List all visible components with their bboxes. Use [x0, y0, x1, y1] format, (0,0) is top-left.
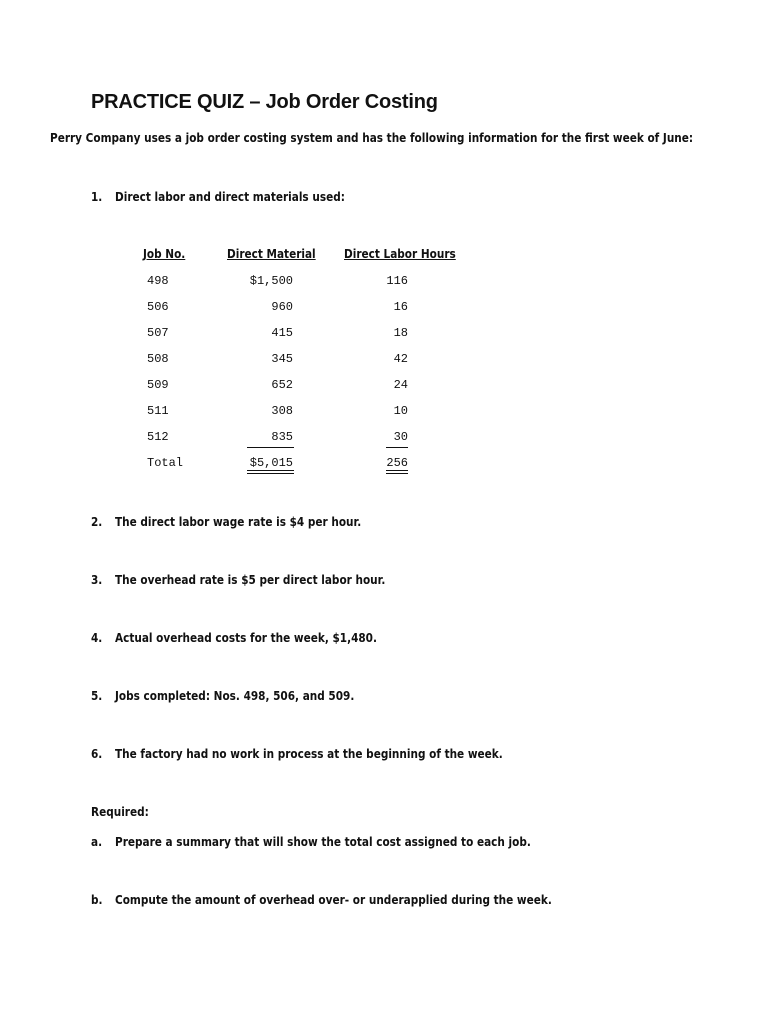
- job-no-cell: 506: [147, 300, 169, 314]
- direct-labor-hours-cell: 18: [393, 326, 408, 340]
- item-text: Compute the amount of overhead over- or underapplied during the week.: [115, 892, 552, 907]
- job-no-cell: 507: [147, 326, 169, 340]
- table-header-direct-labor-hours: Direct Labor Hours: [344, 246, 456, 261]
- direct-labor-hours-cell: 116: [386, 274, 408, 288]
- item-number: 6.: [91, 746, 103, 761]
- subtotal-rule: [247, 447, 294, 448]
- item-text: The direct labor wage rate is $4 per hour.: [115, 514, 362, 529]
- direct-material-cell: 308: [271, 404, 293, 418]
- table-header-job-no: Job No.: [143, 246, 186, 261]
- item-number: 3.: [91, 572, 103, 587]
- intro-paragraph: Perry Company uses a job order costing system and has the following information for the first week of June:: [50, 130, 694, 145]
- table-header-direct-material: Direct Material: [227, 246, 316, 261]
- item-text: The overhead rate is $5 per direct labor hour.: [115, 572, 386, 587]
- item-letter: a.: [91, 834, 103, 849]
- total-double-rule: [247, 473, 294, 474]
- direct-material-cell: $1,500: [249, 274, 293, 288]
- item-text: Direct labor and direct materials used:: [115, 189, 345, 204]
- direct-material-cell: 415: [271, 326, 293, 340]
- job-no-cell: 511: [147, 404, 169, 418]
- direct-material-cell: 960: [271, 300, 293, 314]
- direct-labor-hours-cell: 10: [393, 404, 408, 418]
- direct-material-cell: 835: [271, 430, 293, 444]
- direct-labor-hours-cell: 42: [393, 352, 408, 366]
- item-text: Jobs completed: Nos. 498, 506, and 509.: [115, 688, 355, 703]
- item-number: 2.: [91, 514, 103, 529]
- item-text: Actual overhead costs for the week, $1,480.: [115, 630, 377, 645]
- page-title: PRACTICE QUIZ – Job Order Costing: [91, 91, 438, 113]
- job-no-cell: 512: [147, 430, 169, 444]
- item-number: 5.: [91, 688, 103, 703]
- total-label: Total: [147, 456, 184, 470]
- direct-labor-hours-cell: 24: [393, 378, 408, 392]
- job-no-cell: 508: [147, 352, 169, 366]
- required-heading: Required:: [91, 804, 149, 819]
- total-direct-material: $5,015: [249, 456, 293, 470]
- item-text: The factory had no work in process at the beginning of the week.: [115, 746, 503, 761]
- total-direct-labor-hours: 256: [386, 456, 408, 470]
- direct-labor-hours-cell: 16: [393, 300, 408, 314]
- direct-material-cell: 652: [271, 378, 293, 392]
- item-number: 4.: [91, 630, 103, 645]
- total-double-rule: [386, 470, 408, 471]
- total-double-rule: [386, 473, 408, 474]
- direct-material-cell: 345: [271, 352, 293, 366]
- job-no-cell: 498: [147, 274, 169, 288]
- item-letter: b.: [91, 892, 103, 907]
- job-no-cell: 509: [147, 378, 169, 392]
- item-number: 1.: [91, 189, 103, 204]
- subtotal-rule: [386, 447, 408, 448]
- item-text: Prepare a summary that will show the total cost assigned to each job.: [115, 834, 531, 849]
- direct-labor-hours-cell: 30: [393, 430, 408, 444]
- total-double-rule: [247, 470, 294, 471]
